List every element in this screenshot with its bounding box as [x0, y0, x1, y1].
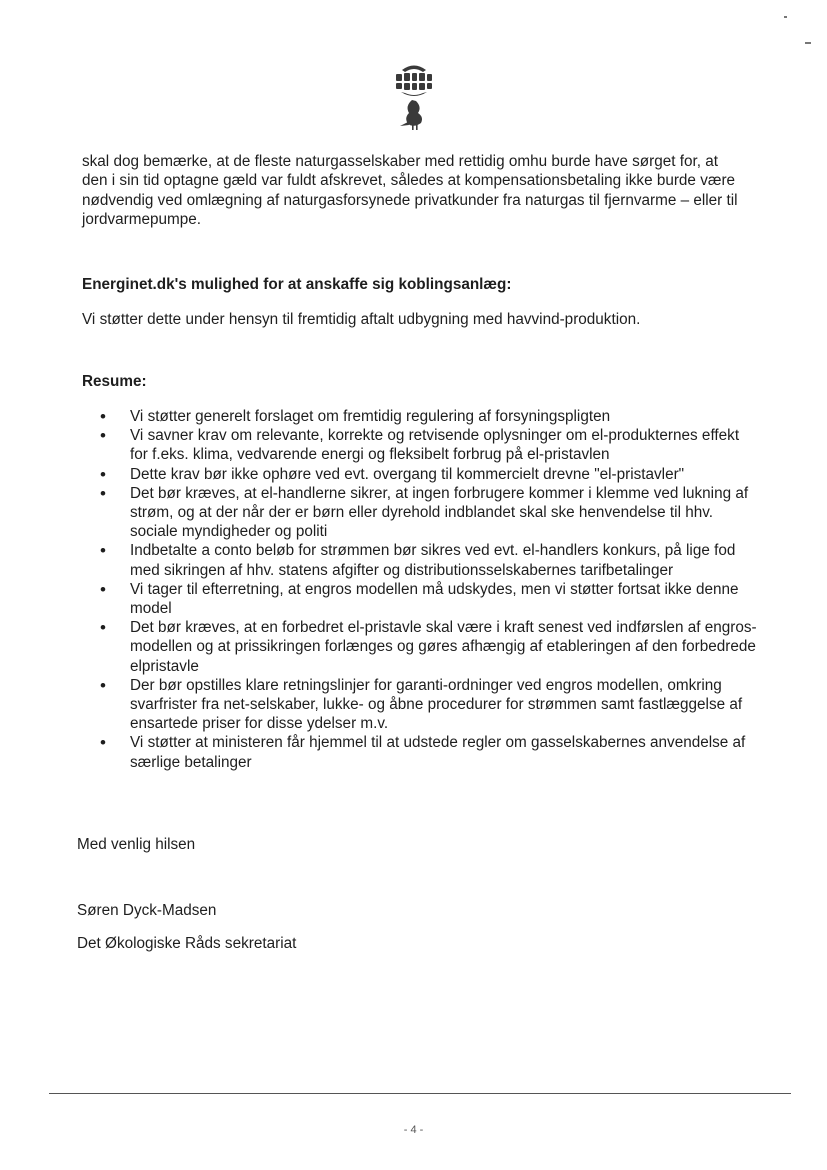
resume-item: • Dette krav bør ikke ophøre ved evt. overgang til kommercielt drevne "el-pristavler" [100, 465, 760, 484]
signer-organization: Det Økologiske Råds sekretariat [77, 935, 297, 952]
resume-item: • Vi støtter generelt forslaget om fremtidig regulering af forsyningspligten [100, 407, 760, 426]
signer-name: Søren Dyck-Madsen [77, 902, 217, 919]
section-heading-koblingsanlaeg: Energinet.dk's mulighed for at anskaffe sig koblingsanlæg: [82, 276, 512, 293]
resume-item: • Der bør opstilles klare retningslinjer for garanti-ordninger ved engros modellen, omkring svarfrister fra net-selskaber, lukke- og åbne procedurer for strømmen samt fastlæggelse af ensartede priser for disse ydelser m.v. [100, 676, 760, 734]
page-number: - 4 - [403, 1124, 424, 1136]
resume-item: • Det bør kræves, at el-handlerne sikrer, at ingen forbrugere kommer i klemme ved lukning af strøm, og at der når der er børn eller dyrehold indblandet skal ske henvendelse til hhv. sociale myndigheder og politi [100, 484, 760, 542]
resume-item: • Indbetalte a conto beløb for strømmen bør sikres ved evt. el-handlers konkurs, på lige fod med sikringen af hhv. statens afgifter og distributionsselskabernes tarifbetalinger [100, 541, 760, 579]
resume-item: • Vi støtter at ministeren får hjemmel til at udstede regler om gasselskabernes anvendelse af særlige betalinger [100, 733, 760, 771]
resume-heading: Resume: [82, 373, 147, 390]
resume-item: • Vi tager til efterretning, at engros modellen må udskydes, men vi støtter fortsat ikke denne model [100, 580, 760, 618]
section-body-koblingsanlaeg: Vi støtter dette under hensyn til fremtidig aftalt udbygning med havvind-produktion. [82, 311, 641, 328]
scan-speck [805, 42, 811, 44]
resume-item: • Vi savner krav om relevante, korrekte og retvisende oplysninger om el-produkternes effekt for f.eks. klima, vedvarende energi og fleksibelt forbrug på el-pristavlen [100, 426, 760, 464]
globe-bird-logo-icon [392, 60, 436, 132]
intro-paragraph: skal dog bemærke, at de fleste naturgasselskaber med rettidig omhu burde have sørget for, at den i sin tid optagne gæld var fuldt afskrevet, således at kompensationsbetaling ikke burde være nødvendig ved omlægning af naturgasforsynede privatkunder fra naturgas til fjernvarme – eller til jordvarmepumpe. [82, 153, 738, 228]
closing-greeting: Med venlig hilsen [77, 836, 196, 853]
scan-speck [784, 16, 787, 18]
footer-divider [49, 1093, 791, 1094]
resume-list [100, 407, 760, 772]
resume-item: • Det bør kræves, at en forbedret el-pristavle skal være i kraft senest ved indførslen af engros-modellen og at prissikringen forlænges og gøres afhængig af etableringen af den forbedrede elpristavle [100, 618, 760, 676]
